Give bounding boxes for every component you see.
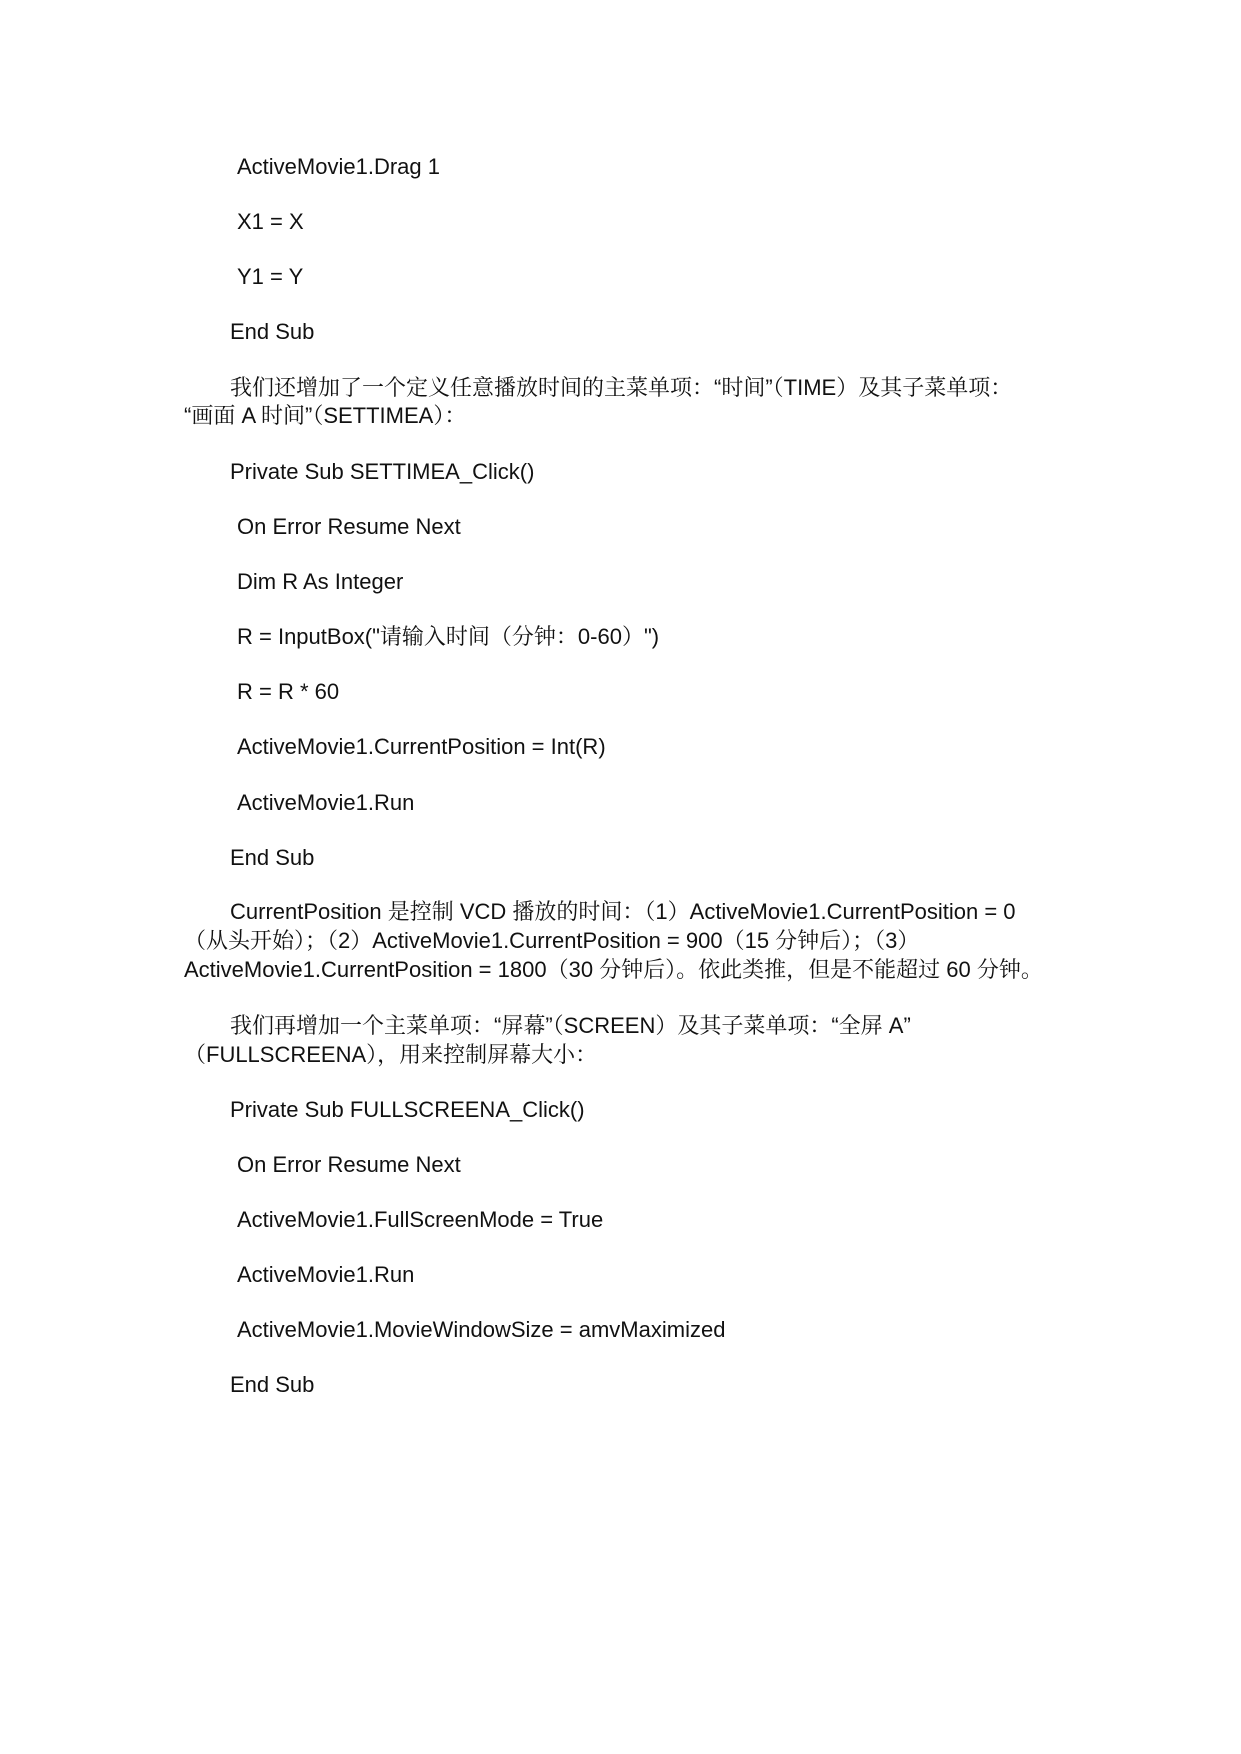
code-line: ActiveMovie1.FullScreenMode = True <box>237 1207 604 1232</box>
code-line: Dim R As Integer <box>237 569 404 594</box>
code-line: Y1 = Y <box>237 264 304 289</box>
code-line: ActiveMovie1.MovieWindowSize = amvMaximized <box>237 1317 726 1342</box>
code-end-sub: End Sub <box>230 845 315 870</box>
paragraph-line: 我们还增加了一个定义任意播放时间的主菜单项：“时间”（TIME）及其子菜单项： <box>230 375 1013 400</box>
code-line: ActiveMovie1.Drag 1 <box>237 154 440 179</box>
code-line: On Error Resume Next <box>237 1152 461 1177</box>
code-line: X1 = X <box>237 209 304 234</box>
paragraph-line: ActiveMovie1.CurrentPosition = 1800（30 分钟后）。依此类推，但是不能超过 60 分钟。 <box>184 957 1043 982</box>
paragraph-line: （从头开始）；（2）ActiveMovie1.CurrentPosition = 900（15 分钟后）；（3） <box>184 928 920 953</box>
code-line: R = R * 60 <box>237 679 340 704</box>
code-end-sub: End Sub <box>230 319 315 344</box>
code-sub-header: Private Sub FULLSCREENA_Click() <box>230 1097 585 1122</box>
paragraph-line: （FULLSCREENA），用来控制屏幕大小： <box>184 1042 598 1067</box>
paragraph-line: CurrentPosition 是控制 VCD 播放的时间：（1）ActiveMovie1.CurrentPosition = 0 <box>230 899 1016 924</box>
code-line: On Error Resume Next <box>237 514 461 539</box>
code-line: ActiveMovie1.CurrentPosition = Int(R) <box>237 734 606 759</box>
code-line: ActiveMovie1.Run <box>237 1262 415 1287</box>
code-end-sub: End Sub <box>230 1372 315 1397</box>
paragraph-line: “画面 A 时间”（SETTIMEA）： <box>184 403 467 428</box>
paragraph-line: 我们再增加一个主菜单项：“屏幕”（SCREEN）及其子菜单项：“全屏 A” <box>230 1013 911 1038</box>
code-line: R = InputBox("请输入时间（分钟：0-60）") <box>237 624 660 649</box>
code-sub-header: Private Sub SETTIMEA_Click() <box>230 459 535 484</box>
code-line: ActiveMovie1.Run <box>237 790 415 815</box>
